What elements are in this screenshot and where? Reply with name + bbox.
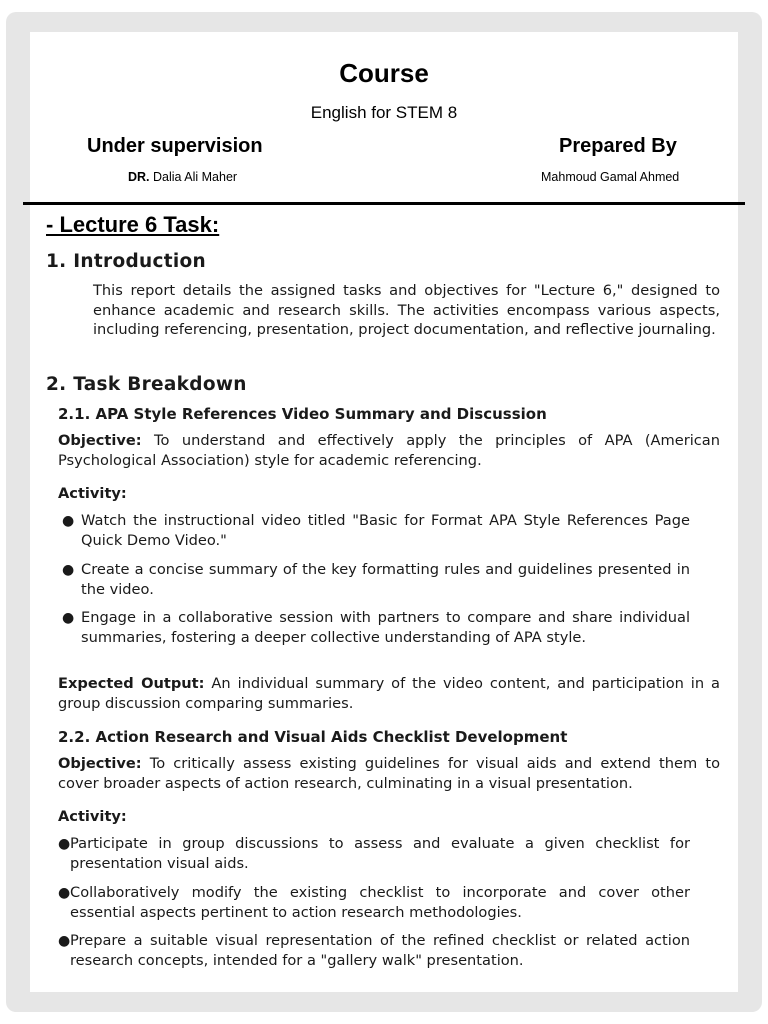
intro-heading: 1. Introduction	[46, 251, 207, 272]
author-name: Mahmoud Gamal Ahmed	[541, 170, 680, 184]
section-2-1-objective	[58, 431, 720, 470]
section-2-1-activity-label: Activity:	[58, 485, 127, 502]
bullet-icon: ●	[58, 836, 71, 852]
objective-label: Objective:	[58, 432, 142, 449]
breakdown-heading: 2. Task Breakdown	[46, 374, 247, 395]
objective-text: To understand and effectively apply the principles of APA (American Psychological Association) style for academic referencing.	[58, 432, 720, 469]
course-title: Course	[339, 58, 429, 88]
expected-output-text: An individual summary of the video content, and participation in a group discussion comparing summaries.	[58, 675, 720, 712]
supervisor-name	[128, 170, 237, 184]
list-item: Engage in a collaborative session with partners to compare and share individual summaries, fostering a deeper collective understanding of APA style.	[81, 609, 690, 646]
bullet-icon: ●	[58, 885, 71, 901]
intro-paragraph: This report details the assigned tasks and objectives for "Lecture 6," designed to enhance academic and research skills. The activities encompass various aspects, including referencing, presentation, project documentation, and reflective journaling.	[93, 282, 720, 338]
expected-output-label: Expected Output:	[58, 675, 205, 692]
supervisor-prefix: DR.	[128, 170, 150, 184]
section-2-1-heading: 2.1. APA Style References Video Summary and Discussion	[58, 405, 547, 423]
section-2-2-heading: 2.2. Action Research and Visual Aids Checklist Development	[58, 728, 568, 746]
prepared-by-heading: Prepared By	[559, 135, 677, 157]
list-item: Prepare a suitable visual representation of the refined checklist or related action research concepts, intended for a "gallery walk" presentation.	[70, 932, 690, 969]
bullet-icon: ●	[58, 933, 71, 949]
supervision-heading: Under supervision	[87, 135, 263, 157]
lecture-title: - Lecture 6 Task:	[46, 212, 220, 237]
section-2-2-activity-label: Activity:	[58, 808, 127, 825]
bullet-icon: ●	[62, 610, 75, 626]
header-divider	[23, 202, 745, 205]
bullet-icon: ●	[62, 562, 75, 578]
section-2-2-objective	[58, 754, 720, 793]
list-item: Watch the instructional video titled "Basic for Format APA Style References Page Quick Demo Video."	[81, 512, 690, 549]
course-subtitle: English for STEM 8	[310, 103, 458, 122]
list-item: Collaboratively modify the existing checklist to incorporate and cover other essential aspects pertinent to action research methodologies.	[70, 884, 690, 921]
objective-label: Objective:	[58, 755, 142, 772]
bullet-icon: ●	[62, 513, 75, 529]
list-item: Create a concise summary of the key formatting rules and guidelines presented in the video.	[81, 561, 690, 598]
supervisor-name-text: Dalia Ali Maher	[153, 170, 238, 184]
section-2-1-expected-output	[58, 674, 720, 713]
list-item: Participate in group discussions to assess and evaluate a given checklist for presentation visual aids.	[70, 835, 690, 872]
objective-text: To critically assess existing guidelines for visual aids and extend them to cover broader aspects of action research, culminating in a visual presentation.	[58, 755, 720, 792]
